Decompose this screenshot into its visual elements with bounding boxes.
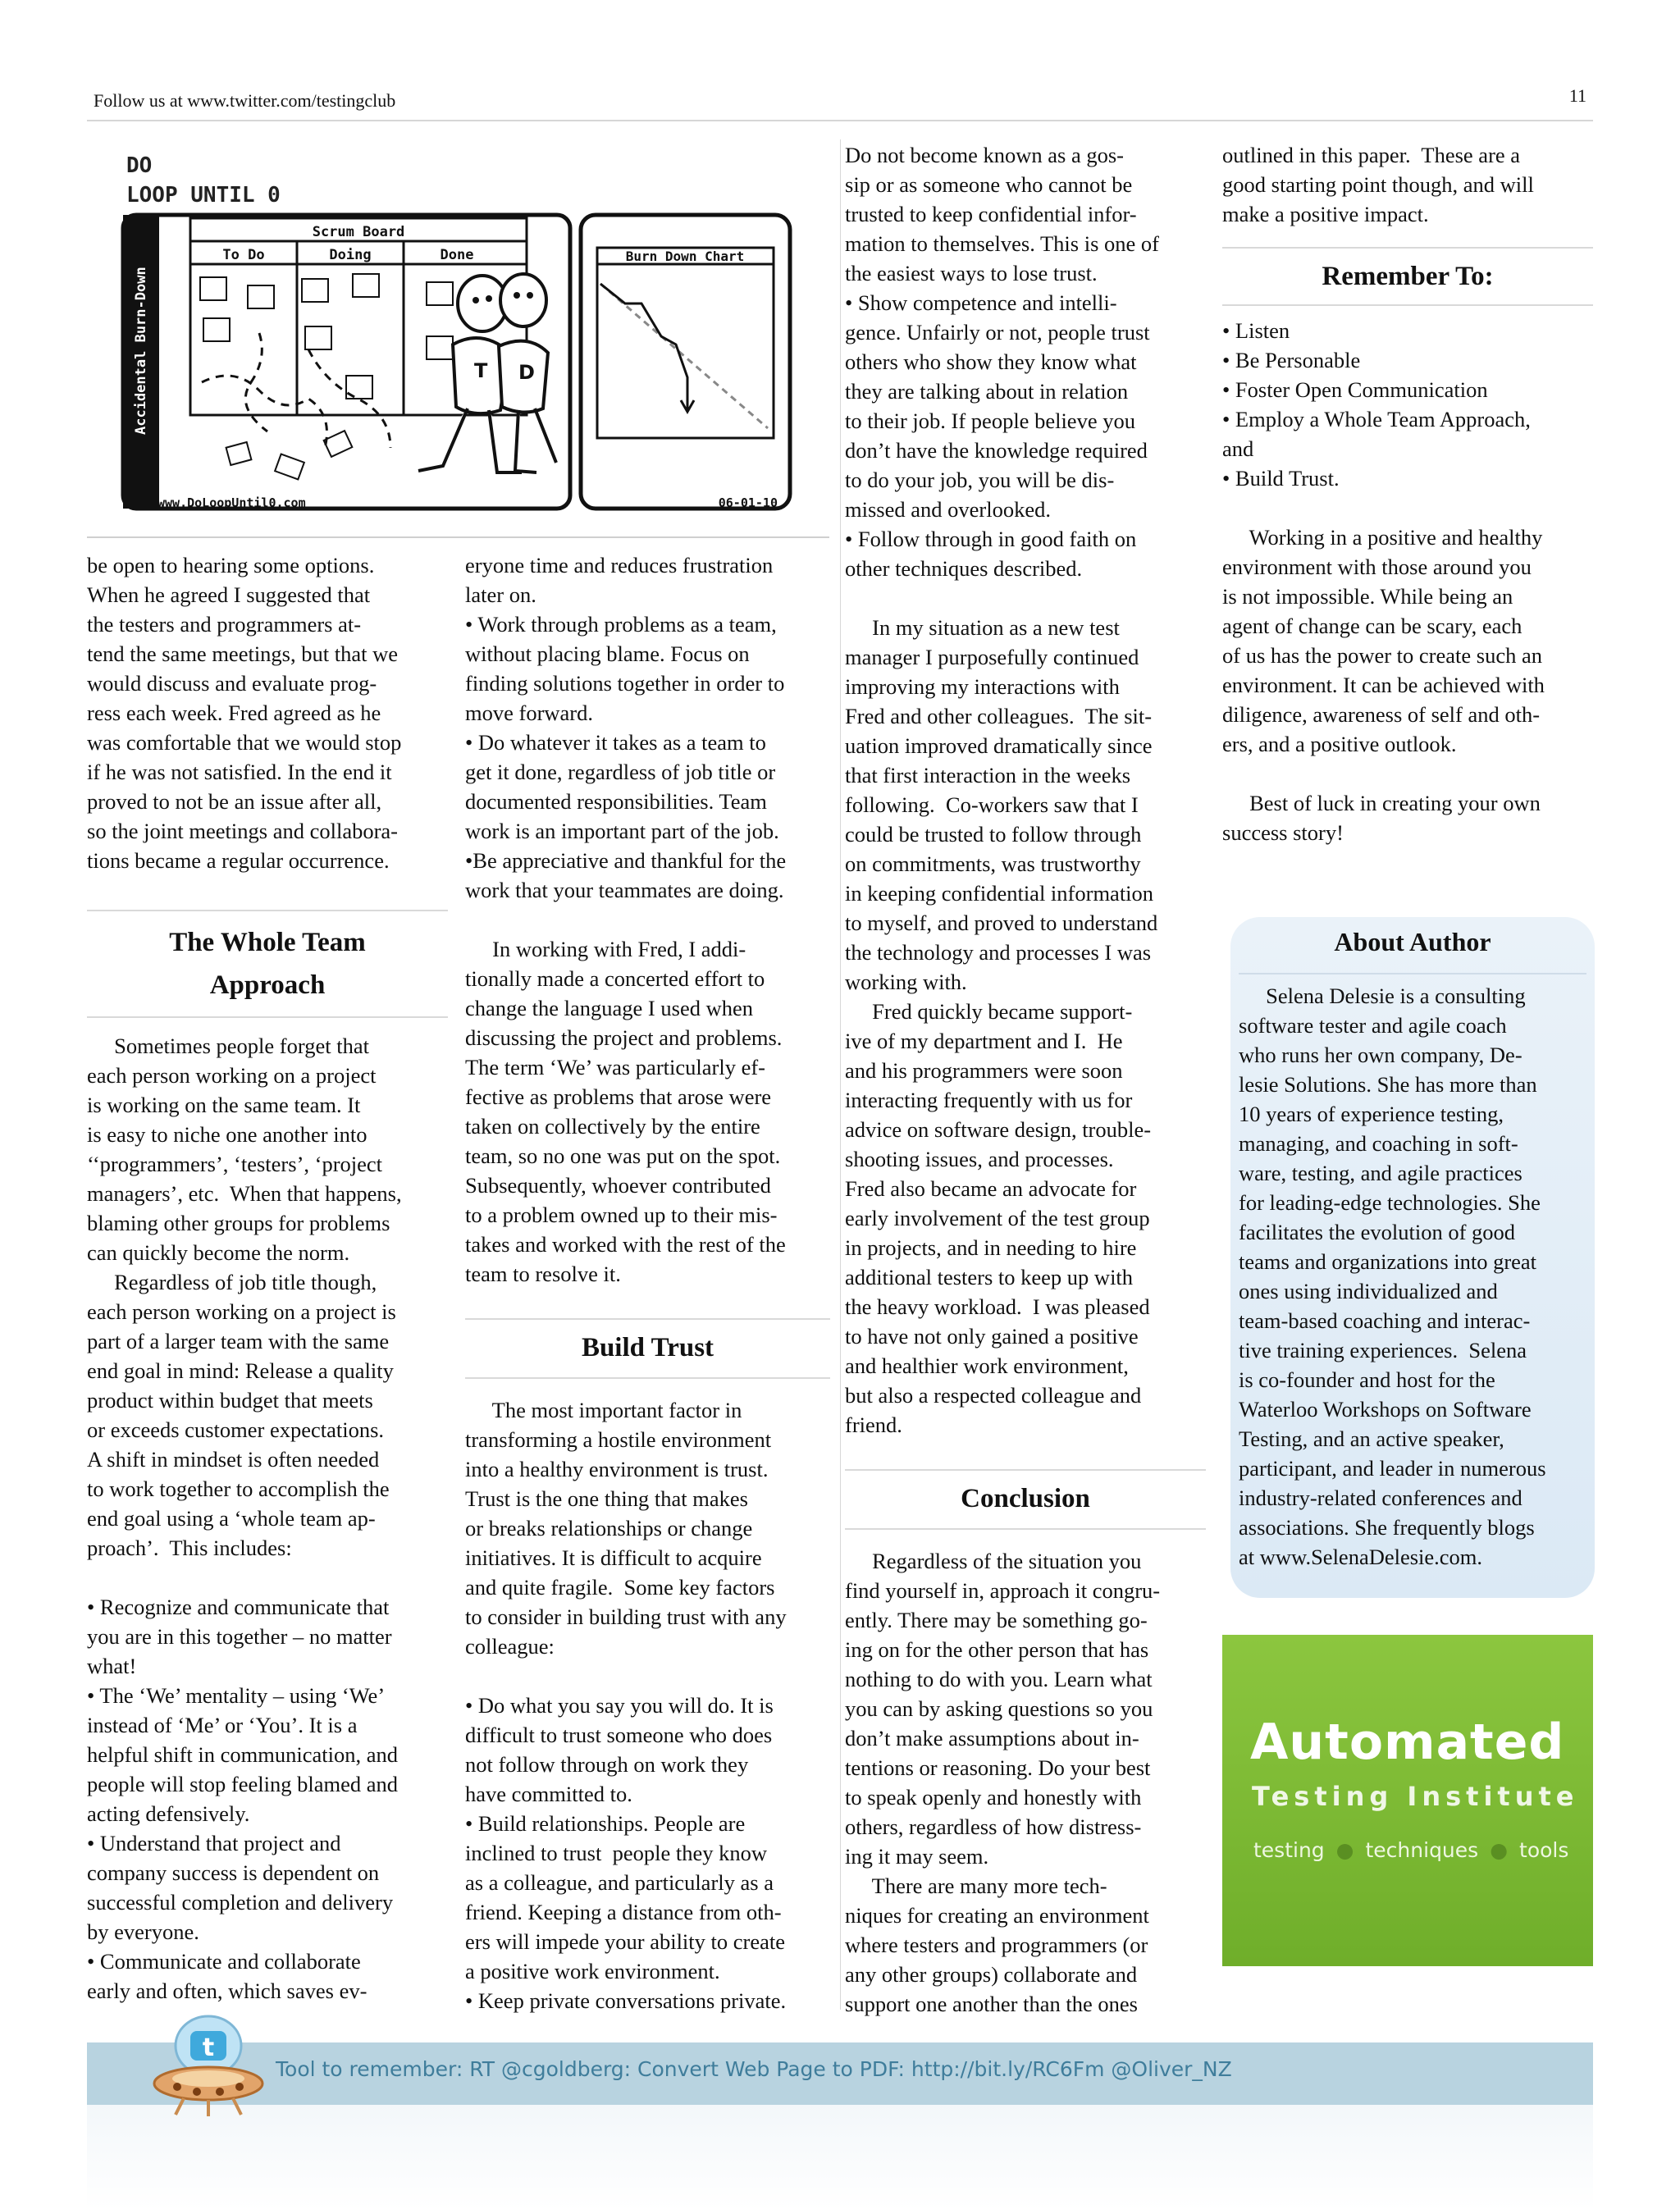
text-line: instead of ‘Me’ or ‘You’. It is a bbox=[87, 1713, 358, 1737]
text-line: to do your job, you will be dis- bbox=[845, 468, 1115, 492]
twitter-ufo-icon bbox=[151, 2013, 266, 2120]
text-line: advice on software design, trouble- bbox=[845, 1117, 1152, 1142]
section-divider bbox=[1222, 247, 1593, 249]
text-line: into a healthy environment is trust. bbox=[465, 1457, 769, 1481]
text-line: ing it may seem. bbox=[845, 1844, 989, 1869]
text-line: In working with Fred, I addi- bbox=[465, 937, 746, 961]
text-line: team, so no one was put on the spot. bbox=[465, 1143, 781, 1168]
text-line: product within budget that meets bbox=[87, 1388, 373, 1413]
text-line: others, regardless of how distress- bbox=[845, 1814, 1142, 1839]
text-line: company success is dependent on bbox=[87, 1860, 380, 1885]
col2-paragraph-4 bbox=[465, 1691, 830, 2015]
text-line: find yourself in, approach it congru- bbox=[845, 1578, 1161, 1603]
text-line: following. Co-workers saw that I bbox=[845, 792, 1139, 817]
text-line: of us has the power to create such an bbox=[1222, 643, 1542, 668]
text-line: good starting point though, and will bbox=[1222, 172, 1534, 197]
text-line: team-based coaching and interac- bbox=[1239, 1308, 1531, 1333]
text-line: don’t make assumptions about in- bbox=[845, 1726, 1139, 1750]
comic-side-label: Accidental Burn-Down bbox=[133, 267, 149, 435]
text-line: where testers and programmers (or bbox=[845, 1933, 1148, 1957]
comic-do-text: DO bbox=[126, 153, 153, 178]
text-line: transforming a hostile environment bbox=[465, 1427, 772, 1452]
text-line: industry-related conferences and bbox=[1239, 1486, 1522, 1510]
text-line: success story! bbox=[1222, 820, 1344, 845]
list-item: • Work through problems as a team, bbox=[465, 612, 777, 637]
text-line: A shift in mindset is often needed bbox=[87, 1447, 380, 1472]
text-line: work that your teammates are doing. bbox=[465, 878, 784, 902]
text-line: each person working on a project is bbox=[87, 1299, 396, 1324]
list-item: • Show competence and intelli- bbox=[845, 290, 1117, 315]
comic-col-todo: To Do bbox=[222, 247, 265, 263]
text-line: is not impossible. While being an bbox=[1222, 584, 1513, 609]
column-divider bbox=[840, 139, 841, 2010]
text-line: ently. There may be something go- bbox=[845, 1608, 1148, 1632]
about-author-text bbox=[1239, 981, 1546, 1572]
text-line: helpful shift in communication, and bbox=[87, 1742, 399, 1767]
list-item: • Listen bbox=[1222, 318, 1290, 343]
text-line: support one another than the ones bbox=[845, 1992, 1138, 2016]
text-line: tive training experiences. Selena bbox=[1239, 1338, 1527, 1362]
col3-paragraph-2 bbox=[845, 613, 1206, 1440]
comic-col-doing: Doing bbox=[329, 247, 372, 263]
section-divider bbox=[465, 1377, 830, 1379]
text-line: ers will impede your ability to create bbox=[465, 1929, 786, 1954]
text-line: was comfortable that we would stop bbox=[87, 730, 402, 755]
footer-fade bbox=[87, 2105, 1593, 2209]
text-line: if he was not satisfied. In the end it bbox=[87, 760, 392, 784]
list-item: • Communicate and collaborate bbox=[87, 1949, 361, 1974]
text-line: ers, and a positive outlook. bbox=[1222, 732, 1457, 756]
text-line: Regardless of the situation you bbox=[845, 1549, 1142, 1573]
heading-build-trust: Build Trust bbox=[581, 1333, 714, 1362]
text-line: friend. Keeping a distance from oth- bbox=[465, 1900, 782, 1924]
text-line: proach’. This includes: bbox=[87, 1536, 292, 1560]
text-line: The most important factor in bbox=[465, 1398, 742, 1422]
comic-divider bbox=[87, 536, 829, 538]
heading-about-author: About Author bbox=[1334, 927, 1491, 956]
text-line: When he agreed I suggested that bbox=[87, 582, 371, 607]
text-line: Subsequently, whoever contributed bbox=[465, 1173, 771, 1198]
ad-tag-techniques: techniques bbox=[1365, 1838, 1479, 1862]
text-line: make a positive impact. bbox=[1222, 202, 1429, 226]
svg-text:t: t bbox=[202, 2033, 215, 2062]
text-line: interacting frequently with us for bbox=[845, 1088, 1133, 1112]
comic-website: www.DoLoopUntil0.com bbox=[158, 495, 306, 510]
text-line: missed and overlooked. bbox=[845, 497, 1051, 522]
text-line: successful completion and delivery bbox=[87, 1890, 394, 1915]
page-number: 11 bbox=[1568, 85, 1586, 106]
text-line: ress each week. Fred agreed as he bbox=[87, 701, 381, 725]
text-line: work is an important part of the job. bbox=[465, 819, 779, 843]
text-line: end goal using a ‘whole team ap- bbox=[87, 1506, 376, 1531]
list-item: • Be Personable bbox=[1222, 348, 1361, 372]
text-line: they are talking about in relation bbox=[845, 379, 1129, 404]
text-line: diligence, awareness of self and oth- bbox=[1222, 702, 1541, 727]
ad-tag-tools: tools bbox=[1519, 1838, 1569, 1862]
col4-paragraph-1 bbox=[1222, 140, 1593, 229]
section-divider bbox=[1239, 973, 1586, 974]
author-website-link[interactable]: at www.SelenaDelesie.com. bbox=[1239, 1545, 1483, 1569]
text-line: sip or as someone who cannot be bbox=[845, 172, 1133, 197]
text-line: can quickly become the norm. bbox=[87, 1240, 350, 1265]
list-item: • Foster Open Communication bbox=[1222, 377, 1488, 402]
text-line: participant, and leader in numerous bbox=[1239, 1456, 1546, 1481]
comic-date: 06-01-10 bbox=[718, 495, 778, 510]
text-line: not follow through on work they bbox=[465, 1752, 749, 1777]
text-line: and bbox=[1222, 436, 1254, 461]
text-line: environment with those around you bbox=[1222, 555, 1532, 579]
text-line: or breaks relationships or change bbox=[465, 1516, 753, 1540]
col3-paragraph-1 bbox=[845, 140, 1206, 583]
text-line: Fred also became an advocate for bbox=[845, 1176, 1137, 1201]
column-2 bbox=[465, 550, 830, 2015]
text-line: or exceeds customer expectations. bbox=[87, 1417, 385, 1442]
text-line: you can by asking questions so you bbox=[845, 1696, 1153, 1721]
text-line: would discuss and evaluate prog- bbox=[87, 671, 377, 696]
text-line: tentions or reasoning. Do your best bbox=[845, 1755, 1151, 1780]
text-line: Sometimes people forget that bbox=[87, 1034, 369, 1058]
text-line: change the language I used when bbox=[465, 996, 753, 1020]
ad-title: Automated bbox=[1250, 1714, 1565, 1771]
text-line: other techniques described. bbox=[845, 556, 1083, 581]
text-line: difficult to trust someone who does bbox=[465, 1723, 773, 1747]
text-line: ware, testing, and agile practices bbox=[1239, 1161, 1522, 1185]
bullet-dot-icon: ● bbox=[1490, 1838, 1509, 1862]
text-line: the testers and programmers at- bbox=[87, 612, 362, 637]
text-line: any other groups) collaborate and bbox=[845, 1962, 1138, 1987]
text-line: blaming other groups for problems bbox=[87, 1211, 390, 1235]
section-divider bbox=[845, 1528, 1206, 1530]
section-divider bbox=[87, 1016, 448, 1018]
column-3 bbox=[845, 140, 1206, 2019]
text-line: tionally made a concerted effort to bbox=[465, 966, 765, 991]
text-line: to consider in building trust with any bbox=[465, 1604, 787, 1629]
col2-paragraph-1 bbox=[465, 550, 830, 905]
comic-strip-image bbox=[115, 139, 804, 525]
text-line: environment. It can be achieved with bbox=[1222, 673, 1545, 697]
text-line: to myself, and proved to understand bbox=[845, 911, 1158, 935]
text-line: proved to not be an issue after all, bbox=[87, 789, 382, 814]
section-divider bbox=[845, 1469, 1206, 1471]
list-item: • The ‘We’ mentality – using ‘We’ bbox=[87, 1683, 386, 1708]
column-1 bbox=[87, 550, 448, 2006]
text-line: as a colleague, and particularly as a bbox=[465, 1870, 774, 1895]
text-line: move forward. bbox=[465, 701, 593, 725]
text-line: in projects, and in needing to hire bbox=[845, 1235, 1137, 1260]
footer-banner-text[interactable]: Tool to remember: RT @cgoldberg: Convert Web Page to PDF: http://bit.ly/RC6Fm @Oliver_NZ bbox=[276, 2057, 1232, 2081]
text-line: colleague: bbox=[465, 1634, 555, 1659]
text-line: Regardless of job title though, bbox=[87, 1270, 377, 1294]
text-line: mation to themselves. This is one of bbox=[845, 231, 1159, 256]
comic-shirt-d: D bbox=[518, 361, 535, 384]
col1-paragraph-2 bbox=[87, 1031, 448, 1563]
text-line: tend the same meetings, but that we bbox=[87, 641, 398, 666]
text-line: ive of my department and I. He bbox=[845, 1029, 1123, 1053]
text-line: acting defensively. bbox=[87, 1801, 250, 1826]
text-line: discussing the project and problems. bbox=[465, 1025, 783, 1050]
text-line: gence. Unfairly or not, people trust bbox=[845, 320, 1150, 345]
text-line: for leading-edge technologies. She bbox=[1239, 1190, 1541, 1215]
text-line: inclined to trust people they know bbox=[465, 1841, 767, 1865]
text-line: the heavy workload. I was pleased bbox=[845, 1294, 1150, 1319]
text-line: in keeping confidential information bbox=[845, 881, 1154, 906]
heading-remember-to: Remember To: bbox=[1322, 262, 1494, 291]
list-item: • Understand that project and bbox=[87, 1831, 341, 1855]
text-line: is easy to niche one another into bbox=[87, 1122, 368, 1147]
list-item: •Be appreciative and thankful for the bbox=[465, 848, 787, 873]
text-line: what! bbox=[87, 1654, 137, 1678]
list-item: • Employ a Whole Team Approach, bbox=[1222, 407, 1531, 431]
text-line: the easiest ways to lose trust. bbox=[845, 261, 1098, 285]
comic-chart-title: Burn Down Chart bbox=[625, 249, 745, 264]
text-line: finding solutions together in order to bbox=[465, 671, 785, 696]
header-divider bbox=[87, 120, 1593, 121]
text-line: and quite fragile. Some key factors bbox=[465, 1575, 775, 1600]
text-line: trusted to keep confidential infor- bbox=[845, 202, 1137, 226]
list-item: • Recognize and communicate that bbox=[87, 1595, 390, 1619]
text-line: and his programmers were soon bbox=[845, 1058, 1123, 1083]
text-line: to have not only gained a positive bbox=[845, 1324, 1139, 1349]
comic-board-title: Scrum Board bbox=[312, 224, 405, 240]
text-line: and healthier work environment, bbox=[845, 1353, 1129, 1378]
col1-paragraph-1 bbox=[87, 550, 448, 875]
text-line: lesie Solutions. She has more than bbox=[1239, 1072, 1537, 1097]
text-line: associations. She frequently blogs bbox=[1239, 1515, 1535, 1540]
text-line: you are in this together – no matter bbox=[87, 1624, 392, 1649]
text-line: by everyone. bbox=[87, 1919, 199, 1944]
text-line: documented responsibilities. Team bbox=[465, 789, 767, 814]
text-line: takes and worked with the rest of the bbox=[465, 1232, 786, 1257]
list-item: • Build Trust. bbox=[1222, 466, 1340, 491]
header-follow-link[interactable]: Follow us at www.twitter.com/testingclub bbox=[94, 90, 396, 111]
text-line: manager I purposefully continued bbox=[845, 645, 1139, 669]
text-line: Best of luck in creating your own bbox=[1222, 791, 1541, 815]
text-line: The term ‘We’ was particularly ef- bbox=[465, 1055, 765, 1079]
text-line: facilitates the evolution of good bbox=[1239, 1220, 1516, 1244]
text-line: outlined in this paper. These are a bbox=[1222, 143, 1521, 167]
text-line: improving my interactions with bbox=[845, 674, 1120, 699]
text-line: end goal in mind: Release a quality bbox=[87, 1358, 394, 1383]
col1-paragraph-3 bbox=[87, 1592, 448, 2006]
text-line: Fred quickly became support- bbox=[845, 999, 1133, 1024]
text-line: part of a larger team with the same bbox=[87, 1329, 390, 1353]
text-line: teams and organizations into great bbox=[1239, 1249, 1537, 1274]
ad-subtitle: Testing Institute bbox=[1252, 1781, 1579, 1812]
heading-approach: Approach bbox=[209, 970, 326, 1000]
text-line: ones using individualized and bbox=[1239, 1279, 1498, 1303]
text-line: get it done, regardless of job title or bbox=[465, 760, 776, 784]
text-line: the technology and processes I was bbox=[845, 940, 1152, 965]
text-line: working with. bbox=[845, 970, 967, 994]
comic-col-done: Done bbox=[440, 247, 474, 263]
remember-list bbox=[1222, 316, 1593, 493]
text-line: a positive work environment. bbox=[465, 1959, 720, 1983]
text-line: Testing, and an active speaker, bbox=[1239, 1426, 1504, 1451]
bullet-dot-icon: ● bbox=[1335, 1838, 1354, 1862]
text-line: is working on the same team. It bbox=[87, 1093, 361, 1117]
list-item: • Do whatever it takes as a team to bbox=[465, 730, 766, 755]
footer-banner bbox=[87, 2042, 1593, 2105]
ad-tagline bbox=[1253, 1838, 1568, 1862]
text-line: on commitments, was trustworthy bbox=[845, 851, 1141, 876]
column-4 bbox=[1222, 140, 1593, 847]
col2-paragraph-2 bbox=[465, 934, 830, 1289]
text-line: fective as problems that arose were bbox=[465, 1084, 772, 1109]
text-line: to their job. If people believe you bbox=[845, 408, 1135, 433]
comic-loop-text: LOOP UNTIL 0 bbox=[126, 183, 281, 208]
text-line: so the joint meetings and collabora- bbox=[87, 819, 398, 843]
section-divider bbox=[1222, 304, 1593, 306]
text-line: Selena Delesie is a consulting bbox=[1239, 984, 1526, 1008]
text-line: taken on collectively by the entire bbox=[465, 1114, 760, 1139]
text-line: initiatives. It is difficult to acquire bbox=[465, 1545, 762, 1570]
text-line: be open to hearing some options. bbox=[87, 553, 375, 577]
text-line: but also a respected colleague and bbox=[845, 1383, 1142, 1408]
text-line: niques for creating an environment bbox=[845, 1903, 1149, 1928]
text-line: later on. bbox=[465, 582, 536, 607]
text-line: team to resolve it. bbox=[465, 1262, 621, 1286]
ad-tag-testing: testing bbox=[1253, 1838, 1325, 1862]
text-line: don’t have the knowledge required bbox=[845, 438, 1148, 463]
text-line: to work together to accomplish the bbox=[87, 1476, 390, 1501]
text-line: managers’, etc. When that happens, bbox=[87, 1181, 402, 1206]
text-line: In my situation as a new test bbox=[845, 615, 1120, 640]
text-line: to speak openly and honestly with bbox=[845, 1785, 1142, 1810]
comic-shirt-t: T bbox=[474, 359, 488, 382]
text-line: could be trusted to follow through bbox=[845, 822, 1142, 847]
heading-conclusion: Conclusion bbox=[961, 1484, 1090, 1513]
text-line: software tester and agile coach bbox=[1239, 1013, 1507, 1038]
text-line: tions became a regular occurrence. bbox=[87, 848, 390, 873]
col3-paragraph-3 bbox=[845, 1546, 1206, 2019]
text-line: without placing blame. Focus on bbox=[465, 641, 750, 666]
text-line: ‘‘programmers’, ‘testers’, ‘project bbox=[87, 1152, 383, 1176]
text-line: managing, and coaching in soft- bbox=[1239, 1131, 1518, 1156]
text-line: is co-founder and host for the bbox=[1239, 1367, 1495, 1392]
text-line: shooting issues, and processes. bbox=[845, 1147, 1114, 1171]
text-line: Fred and other colleagues. The sit- bbox=[845, 704, 1153, 728]
list-item: • Build relationships. People are bbox=[465, 1811, 746, 1836]
text-line: people will stop feeling blamed and bbox=[87, 1772, 398, 1796]
col2-paragraph-3 bbox=[465, 1395, 830, 1661]
text-line: to a problem owned up to their mis- bbox=[465, 1203, 778, 1227]
text-line: additional testers to keep up with bbox=[845, 1265, 1134, 1289]
col4-paragraph-2 bbox=[1222, 523, 1593, 759]
list-item: • Follow through in good faith on bbox=[845, 527, 1137, 551]
list-item: • Keep private conversations private. bbox=[465, 1988, 787, 2013]
text-line: Working in a positive and healthy bbox=[1222, 525, 1543, 550]
text-line: nothing to do with you. Learn what bbox=[845, 1667, 1153, 1691]
heading-whole-team: The Whole Team bbox=[169, 928, 366, 957]
col4-paragraph-3 bbox=[1222, 788, 1593, 847]
text-line: agent of change can be scary, each bbox=[1222, 614, 1522, 638]
text-line: have committed to. bbox=[465, 1782, 632, 1806]
text-line: ing on for the other person that has bbox=[845, 1637, 1149, 1662]
text-line: friend. bbox=[845, 1413, 902, 1437]
list-item: • Do what you say you will do. It is bbox=[465, 1693, 774, 1718]
text-line: Waterloo Workshops on Software bbox=[1239, 1397, 1532, 1422]
text-line: uation improved dramatically since bbox=[845, 733, 1153, 758]
text-line: early involvement of the test group bbox=[845, 1206, 1150, 1230]
text-line: 10 years of experience testing, bbox=[1239, 1102, 1504, 1126]
section-divider bbox=[465, 1318, 830, 1320]
automated-testing-institute-ad[interactable] bbox=[1222, 1635, 1593, 1966]
text-line: others who show they know what bbox=[845, 349, 1137, 374]
text-line: each person working on a project bbox=[87, 1063, 377, 1088]
text-line: There are many more tech- bbox=[845, 1874, 1107, 1898]
text-line: Do not become known as a gos- bbox=[845, 143, 1125, 167]
text-line: eryone time and reduces frustration bbox=[465, 553, 774, 577]
section-divider bbox=[87, 910, 448, 911]
text-line: that first interaction in the weeks bbox=[845, 763, 1131, 787]
text-line: early and often, which saves ev- bbox=[87, 1979, 368, 2003]
text-line: who runs her own company, De- bbox=[1239, 1043, 1522, 1067]
text-line: Trust is the one thing that makes bbox=[465, 1486, 748, 1511]
